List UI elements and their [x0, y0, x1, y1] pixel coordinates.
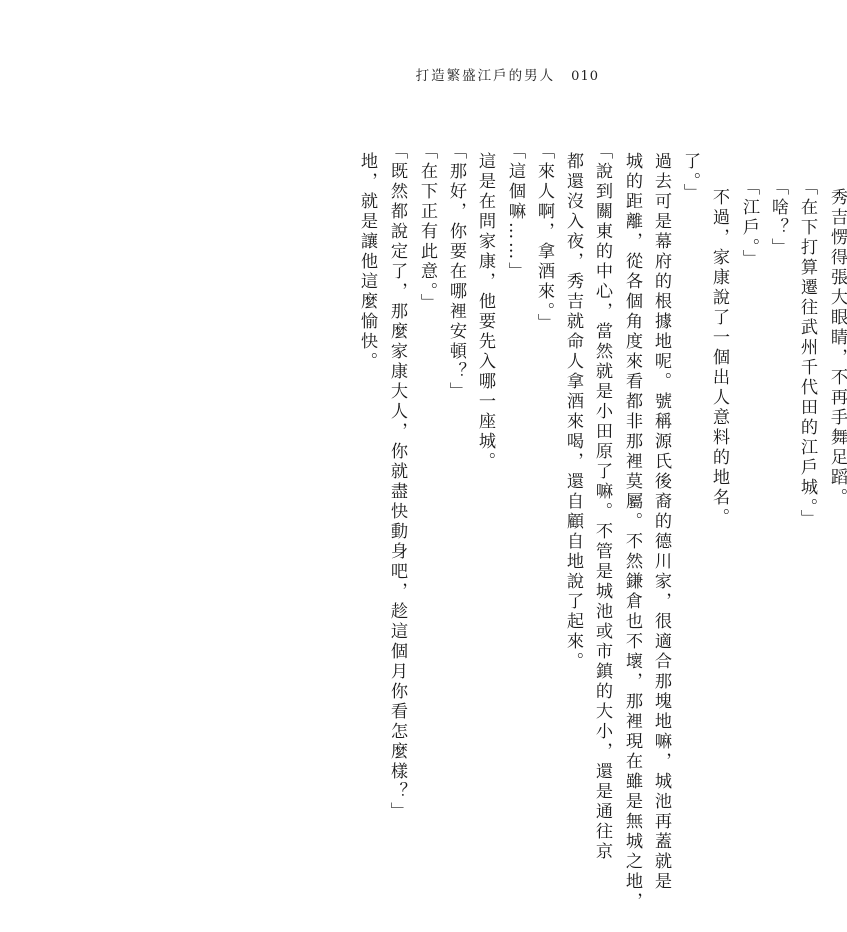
text-column: 「說到關東的中心，當然就是小田原了嘛。不管是城池或市鎮的大小，還是通往京	[592, 142, 612, 862]
text-column: 「江戶。」	[739, 178, 759, 270]
text-column: 都還沒入夜，秀吉就命人拿酒來喝，還自顧自地說了起來。	[563, 152, 583, 672]
text-column: 「這個嘛……」	[505, 142, 525, 282]
text-column: 了。」	[680, 152, 700, 204]
text-column: 不過，家康說了一個出人意料的地名。	[709, 188, 729, 528]
text-column: 「既然都說定了，那麼家康大人，你就盡快動身吧，趁這個月你看怎麼樣？」	[387, 142, 407, 822]
text-column: 「在下打算遷往武州千代田的江戶城。」	[797, 178, 817, 530]
text-column: 這是在問家康，他要先入哪一座城。	[475, 152, 495, 472]
text-column: 「那好，你要在哪裡安頓？」	[446, 142, 466, 402]
page-number: 010	[571, 69, 599, 84]
text-column: 地，就是讓他這麼愉快。	[357, 152, 377, 372]
text-column: 過去可是幕府的根據地呢。號稱源氏後裔的德川家，很適合那塊地嘛，城池再蓋就是	[651, 152, 671, 892]
running-header	[416, 64, 599, 84]
text-column: 「在下正有此意。」	[417, 142, 437, 314]
text-column: 「來人啊，拿酒來。」	[534, 142, 554, 334]
text-column: 秀吉愣得張大眼睛，不再手舞足蹈。	[827, 188, 847, 508]
text-column: 城的距離，從各個角度來看都非那裡莫屬。不然鎌倉也不壞，那裡現在雖是無城之地，	[622, 152, 642, 912]
text-column: 「啥？」	[768, 178, 788, 258]
chapter-title: 打造繁盛江戶的男人	[415, 68, 556, 84]
